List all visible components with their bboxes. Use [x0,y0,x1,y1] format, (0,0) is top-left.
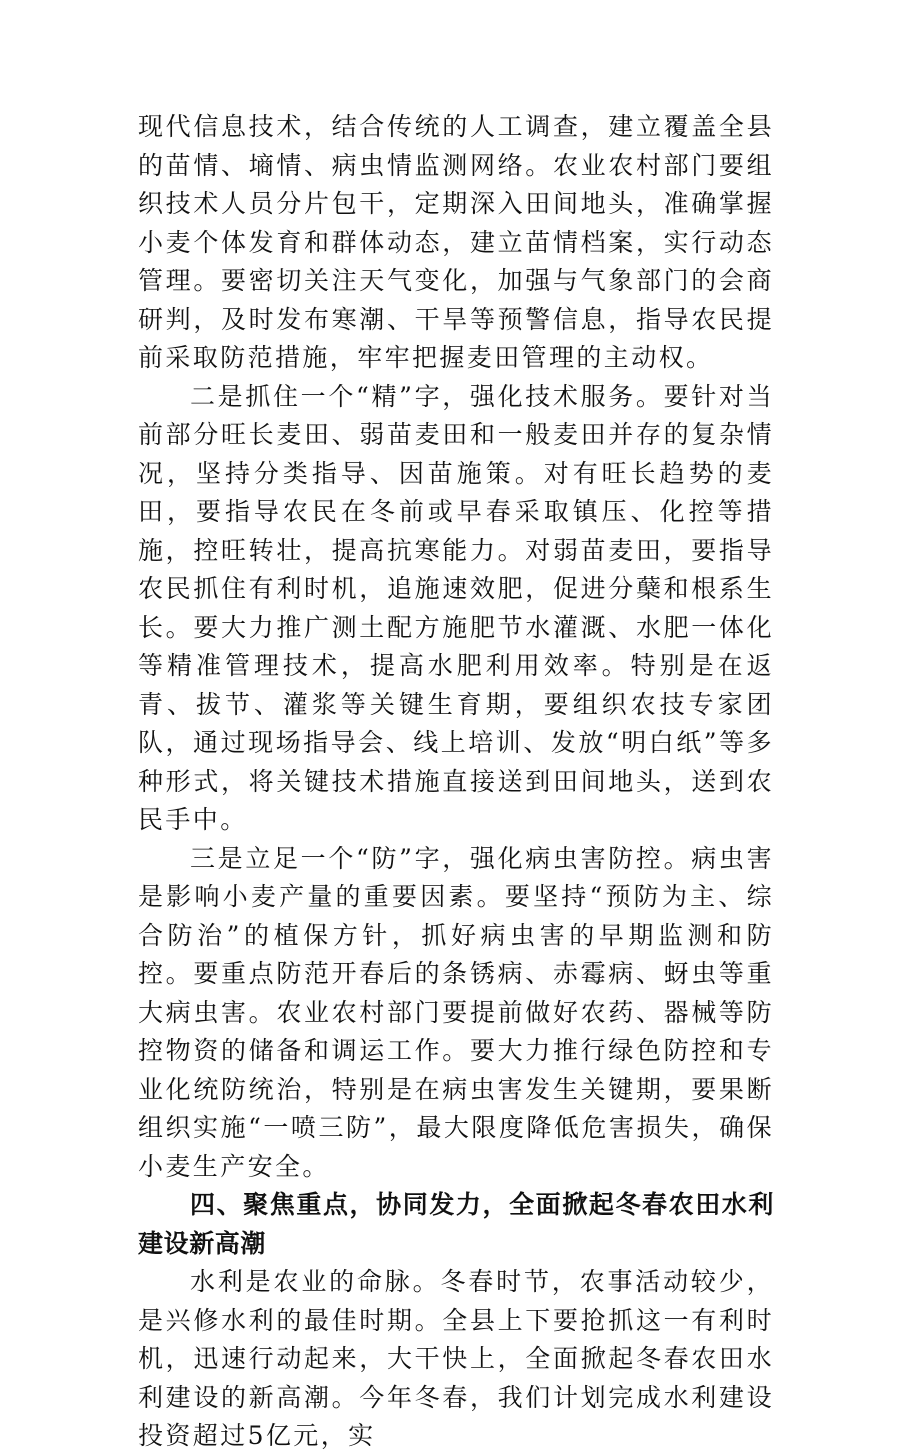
paragraph-monitoring: 现代信息技术，结合传统的人工调查，建立覆盖全县的苗情、墒情、病虫情监测网络。农业农村部门要组织技术人员分片包干，定期深入田间地头，准确掌握小麦个体发育和群体动态，建立苗情档案，实行动态管理。要密切关注天气变化，加强与气象部门的会商研判，及时发布寒潮、干旱等预警信息，指导农民提前采取防范措施，牢牢把握麦田管理的主动权。 [138,112,774,372]
document-body [138,108,774,1456]
paragraph-water-conservancy: 水利是农业的命脉。冬春时节，农事活动较少，是兴修水利的最佳时期。全县上下要抢抓这一有利时机，迅速行动起来，大干快上，全面掀起冬春农田水利建设的新高潮。今年冬春，我们计划完成水利建设投资超过5亿元，实 [138,1267,774,1450]
section-heading-water-conservancy: 四、聚焦重点，协同发力，全面掀起冬春农田水利建设新高潮 [138,1190,774,1258]
paragraph-technical-service: 二是抓住一个“精”字，强化技术服务。要针对当前部分旺长麦田、弱苗麦田和一般麦田并存的复杂情况，坚持分类指导、因苗施策。对有旺长趋势的麦田，要指导农民在冬前或早春采取镇压、化控等措施，控旺转壮，提高抗寒能力。对弱苗麦田，要指导农民抓住有利时机，追施速效肥，促进分蘖和根系生长。要大力推广测土配方施肥节水灌溉、水肥一体化等精准管理技术，提高水肥利用效率。特别是在返青、拔节、灌浆等关键生育期，要组织农技专家团队，通过现场指导会、线上培训、发放“明白纸”等多种形式，将关键技术措施直接送到田间地头，送到农民手中。 [138,381,774,834]
paragraph-pest-control: 三是立足一个“防”字，强化病虫害防控。病虫害是影响小麦产量的重要因素。要坚持“预防为主、综合防治”的植保方针，抓好病虫害的早期监测和防控。要重点防范开春后的条锈病、赤霉病、蚜虫等重大病虫害。农业农村部门要提前做好农药、器械等防控物资的储备和调运工作。要大力推行绿色防控和专业化统防统治，特别是在病虫害发生关键期，要果断组织实施“一喷三防”，最大限度降低危害损失，确保小麦生产安全。 [138,843,774,1181]
